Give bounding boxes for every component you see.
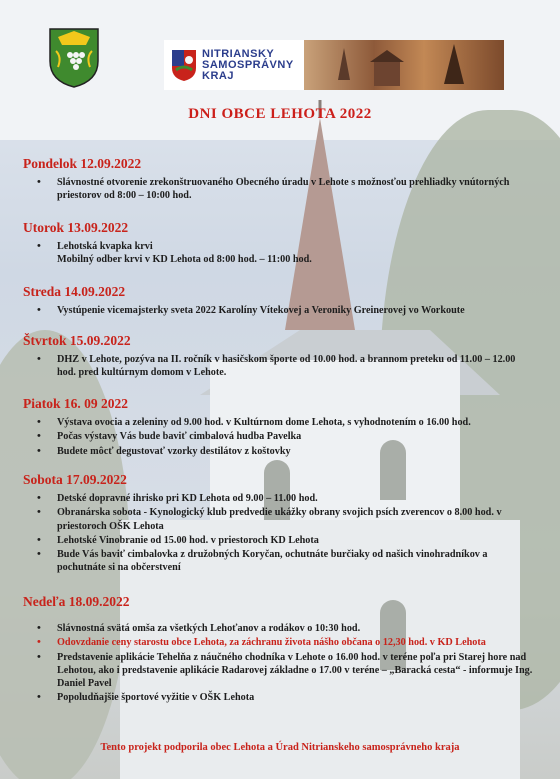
day-thursday xyxy=(23,333,523,381)
day-heading: Streda 14.09.2022 xyxy=(23,284,126,299)
region-landmarks-photo xyxy=(304,40,504,90)
event-item: • Obranárska sobota - Kynologický klub predvedie ukážky obrany svojich psích zverencov o 8.00 hod. v priestoroch OŠK Lehota xyxy=(23,506,533,533)
day-heading: Pondelok 12.09.2022 xyxy=(23,156,142,171)
event-item: • Bude Vás baviť cimbalovka z družobných Koryčan, ochutnáte burčiaky od našich vinohradníkov a pochutnáte si na občerstvení xyxy=(23,548,533,575)
day-heading: Utorok 13.09.2022 xyxy=(23,220,129,235)
event-item: • Detské dopravné ihrisko pri KD Lehota od 9.00 – 11.00 hod. xyxy=(23,492,533,505)
day-heading: Sobota 17.09.2022 xyxy=(23,472,127,487)
day-heading: Štvrtok 15.09.2022 xyxy=(23,333,131,348)
lehota-crest-logo xyxy=(48,27,100,89)
page-title: DNI OBCE LEHOTA 2022 xyxy=(188,106,372,122)
event-item: • Počas výstavy Vás bude baviť cimbalová hudba Pavelka xyxy=(23,430,533,443)
region-logo-line-2: SAMOSPRÁVNY xyxy=(202,58,294,71)
nsk-emblem-icon xyxy=(170,48,198,82)
event-item: • Lehotské Vinobranie od 15.00 hod. v priestoroch KD Lehota xyxy=(23,534,533,547)
day-sunday xyxy=(23,594,538,706)
region-logo-line-3: KRAJ xyxy=(202,69,234,82)
event-item: • Slávnostné otvorenie zrekonštruovaného Obecného úradu v Lehote s možnosťou prehliadky vnútorných priestorov od 8:00 – 10:00 hod. xyxy=(23,176,523,203)
region-logo-line-1: NITRIANSKY xyxy=(202,47,275,60)
day-tuesday xyxy=(23,220,523,268)
event-item: • Slávnostná svätá omša za všetkých Lehoťanov a rodákov o 10:30 hod. xyxy=(23,622,538,635)
day-monday xyxy=(23,156,523,204)
nitra-region-logo xyxy=(164,40,504,90)
day-heading: Piatok 16. 09 2022 xyxy=(23,396,129,411)
event-item-highlighted: • Odovzdanie ceny starostu obce Lehota, za záchranu života nášho občana o 12,30 hod. v KD Lehota xyxy=(23,636,538,649)
event-item: • Predstavenie aplikácie Tehelňa z náučného chodníka v Lehote o 16.00 hod. v teréne poľa pri Starej hore nad Lehotou, ako i predstavenie aplikácie Radarovej základne o 17.00 v teréne – „Baracká cesta“ - informuje Ing. Daniel Pavel xyxy=(23,651,538,691)
day-friday xyxy=(23,396,533,459)
event-item: • Výstava ovocia a zeleniny od 9.00 hod. v Kultúrnom dome Lehota, s vyhodnotením o 16.00 hod. xyxy=(23,416,533,429)
event-item: • Vystúpenie vicemajsterky sveta 2022 Karolíny Vítekovej a Veroniky Greinerovej vo Workoute xyxy=(23,304,523,317)
day-heading: Nedeľa 18.09.2022 xyxy=(23,594,130,609)
day-saturday xyxy=(23,472,533,576)
sponsor-footer: Tento projekt podporila obec Lehota a Úrad Nitrianskeho samosprávneho kraja xyxy=(100,742,460,753)
day-wednesday xyxy=(23,284,523,318)
event-item: • Budete môcť degustovať vzorky destilátov z koštovky xyxy=(23,445,533,458)
event-item: • Popoludňajšie športové vyžitie v OŠK Lehota xyxy=(23,691,538,704)
event-item: • DHZ v Lehote, pozýva na II. ročník v hasičskom športe od 10.00 hod. a brannom preteku od 11.00 – 12.00 hod. pred kultúrnym domom v Lehote. xyxy=(23,353,523,380)
event-item: • Lehotská kvapka krvi Mobilný odber krvi v KD Lehota od 8:00 hod. – 11:00 hod. xyxy=(23,240,523,267)
